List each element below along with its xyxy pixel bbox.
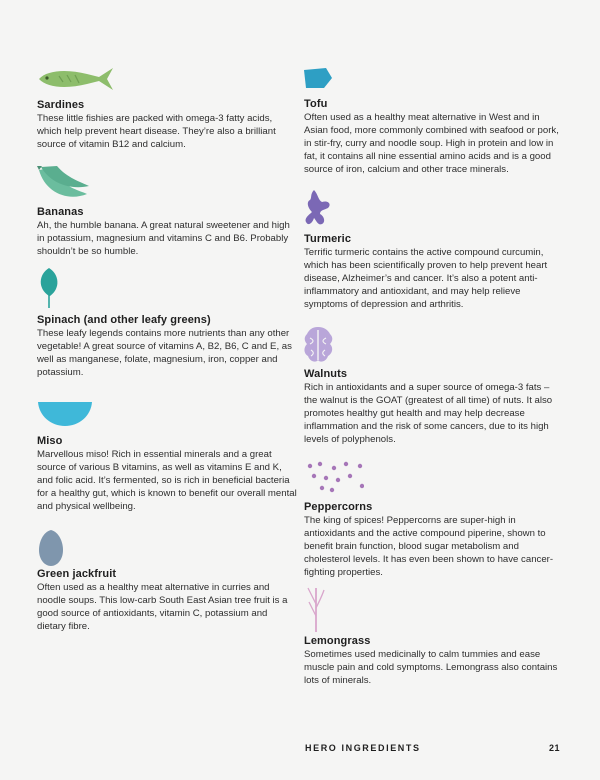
ingredient-name: Miso [37,435,63,447]
page-footer [305,743,560,753]
ingredient-name: Green jackfruit [37,568,117,580]
ingredient-description: Ah, the humble banana. A great natural sweetener and high in potassium, magnesium and vitamins C and B6. Probably shouldn’t be so humble. [37,220,290,257]
ingredient-green-jackfruit [37,526,297,633]
ingredient-description: These leafy legends contains more nutrients than any other vegetable! A great source of vitamins A, B2, B6, C and E, as well as manganese, folate, magnesium, iron, copper and potassium. [37,328,292,378]
ingredient-spinach [37,266,297,379]
ingredient-name: Spinach (and other leafy greens) [37,314,211,326]
spinach-leaf-icon [37,266,61,310]
ingredient-tofu [304,68,564,176]
sardine-icon [37,64,117,94]
jackfruit-icon [37,526,65,566]
peppercorns-icon [304,460,364,496]
page-number: 21 [548,743,560,753]
ingredient-description: Rich in antioxidants and a super source of omega-3 fats – the walnut is the GOAT (greatest of all time) of nuts. It also promotes healthy gut health and may help decrease inflammation and the risk of some cancers, due to its high levels of polyphenols. [304,382,553,445]
ingredient-name: Peppercorns [304,501,373,513]
ingredient-name: Bananas [37,206,84,218]
section-title: HERO INGREDIENTS [305,743,421,753]
ingredient-walnuts [304,326,564,446]
tofu-icon [304,68,334,90]
walnut-icon [304,326,334,364]
ingredient-description: Sometimes used medicinally to calm tummies and ease muscle pain and cold symptoms. Lemongrass also contains lots of minerals. [304,649,558,686]
ingredient-peppercorns [304,460,564,579]
banana-icon [37,164,91,204]
ingredient-name: Walnuts [304,368,348,380]
ingredient-description: Terrific turmeric contains the active compound curcumin, which has been scientifically proven to help prevent heart disease, Alzheimer’s and cancer. It’s also a potent anti-inflammatory and antioxidant, and may help relieve symptoms of depression and arthritis. [304,247,548,310]
ingredient-description: These little fishies are packed with omega-3 fatty acids, which help prevent heart disease. They’re also a brilliant source of vitamin B12 and calcium. [37,113,276,150]
ingredient-bananas [37,164,297,258]
ingredient-miso [37,400,297,513]
ingredient-description: Marvellous miso! Rich in essential minerals and a great source of various B vitamins, as well as vitamins E and K, and folic acid. It’s fermented, so is rich in beneficial bacteria for a healthy gut, which is known to benefit our overall mental and physical wellbeing. [37,449,297,512]
ingredient-name: Turmeric [304,233,352,245]
ingredient-name: Tofu [304,98,328,110]
ingredient-name: Lemongrass [304,635,371,647]
ingredient-turmeric [304,190,564,311]
ingredient-lemongrass [304,586,564,687]
ingredient-name: Sardines [37,99,85,111]
ingredient-description: Often used as a healthy meat alternative in West and in Asian food, more commonly combined with seafood or pork, in stir-fry, curry and noodle soup. High in protein and low in fat, it contains all nine essential amino acids and is a good source of iron, calcium and other trace minerals. [304,112,559,175]
turmeric-root-icon [304,190,334,230]
ingredient-description: The king of spices! Peppercorns are super-high in antioxidants and the active compound piperine, shown to benefit brain function, blood sugar metabolism and cholesterol levels. It has even been shown to have cancer-fighting properties. [304,515,554,578]
ingredient-sardines [37,64,297,151]
miso-bowl-icon [37,400,93,428]
ingredient-description: Often used as a healthy meat alternative in curries and noodle soups. This low-carb South East Asian tree fruit is a good source of antioxidants, vitamin C, potassium and dietary fibre. [37,582,288,632]
lemongrass-icon [304,586,328,632]
